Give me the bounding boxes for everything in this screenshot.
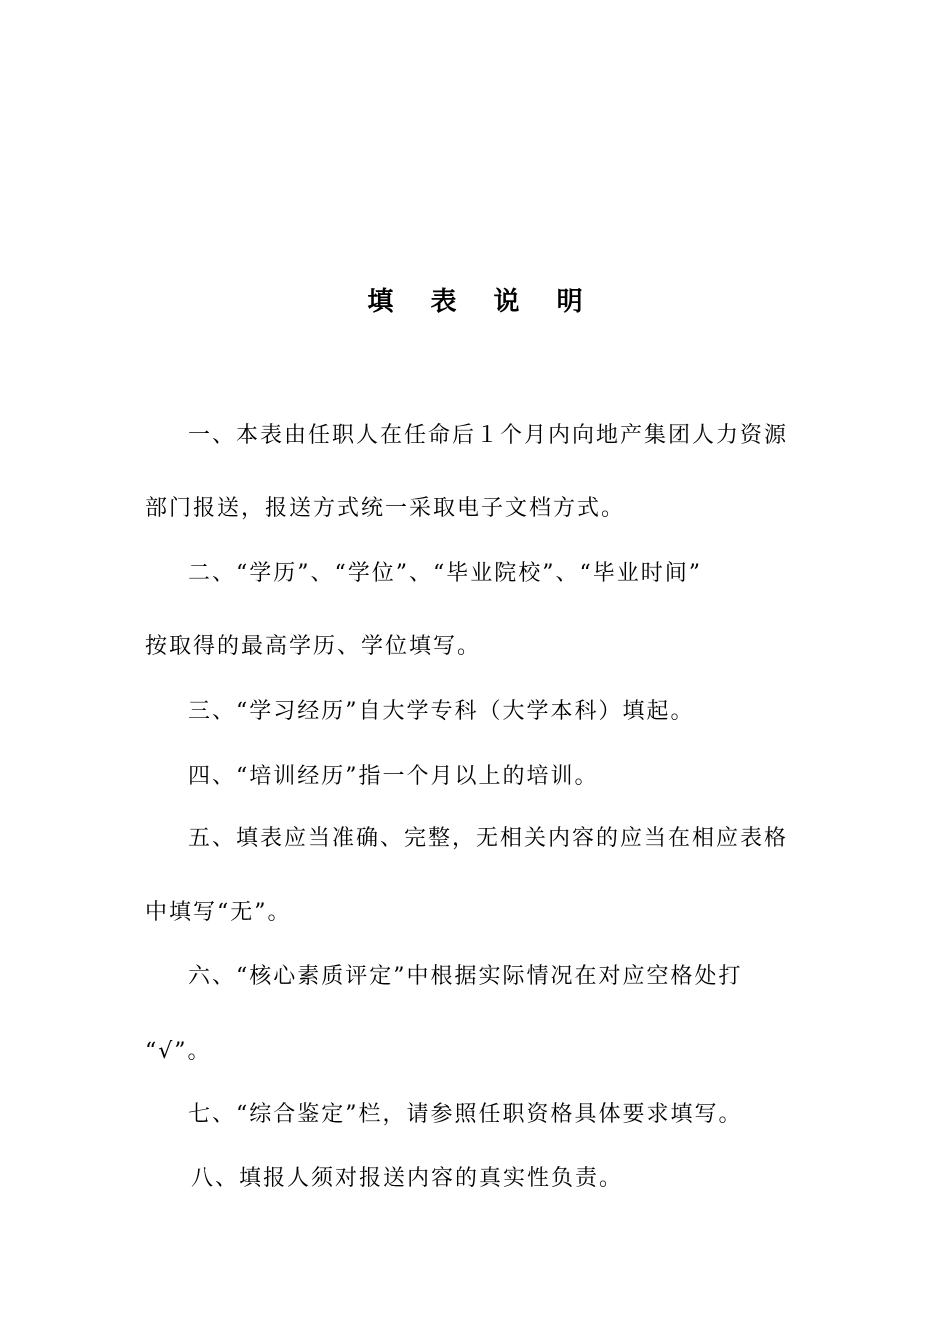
instruction-5-line-1: 五、填表应当准确、完整，无相关内容的应当在相应表格 <box>188 826 789 851</box>
instruction-1-line-1: 一、本表由任职人在任命后１个月内向地产集团人力资源 <box>188 423 789 448</box>
instruction-7: 七、“综合鉴定”栏，请参照任职资格具体要求填写。 <box>188 1102 743 1127</box>
page-title: 填 表 说 明 <box>367 287 597 317</box>
instruction-4: 四、“培训经历”指一个月以上的培训。 <box>188 764 599 789</box>
instruction-5-line-2: 中填写“无”。 <box>145 900 292 925</box>
instruction-6-line-2: “√”。 <box>145 1039 212 1064</box>
instruction-2-line-2: 按取得的最高学历、学位填写。 <box>145 634 482 659</box>
instruction-3: 三、“学习经历”自大学专科（大学本科）填起。 <box>188 699 695 724</box>
instruction-6-line-1: 六、“核心素质评定”中根据实际情况在对应空格处打 <box>188 964 743 989</box>
instruction-2-line-1: 二、“学历”、“学位”、“毕业院校”、“毕业时间” <box>188 561 702 586</box>
instruction-1-line-2: 部门报送，报送方式统一采取电子文档方式。 <box>145 496 626 521</box>
instruction-8: 八、填报人须对报送内容的真实性负责。 <box>191 1166 624 1191</box>
